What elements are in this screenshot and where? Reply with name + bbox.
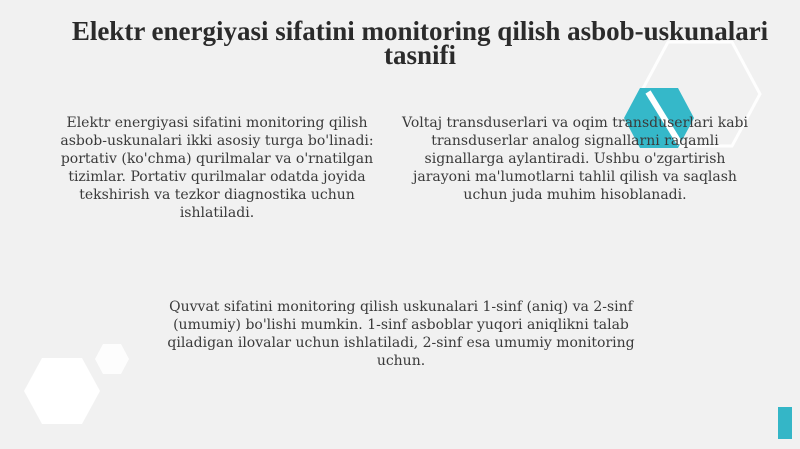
teal-accent-tab xyxy=(778,407,792,439)
slide-title: Elektr energiyasi sifatini monitoring qilish asbob-uskunalari tasnifi xyxy=(71,16,769,70)
paragraph-left: Elektr energiyasi sifatini monitoring qilish asbob-uskunalari ikki asosiy turga bo'linadi: portativ (ko'chma) qurilmalar va o'rnatilgan tizimlar. Portativ qurilmalar odatda joyida tekshirish va tezkor diagnostika uchun ishlatiladi. xyxy=(60,115,374,221)
white-hexagon-decoration xyxy=(22,356,102,426)
paragraph-right: Voltaj transduserlari va oqim transduserlari kabi transduserlar analog signallarni raqamli signallarga aylantiradi. Ushbu o'zgartirish jarayoni ma'lumotlarni tahlil qilish va saqlash uchun juda muhim hisoblanadi. xyxy=(402,115,748,203)
paragraph-bottom: Quvvat sifatini monitoring qilish uskunalari 1-sinf (aniq) va 2-sinf (umumiy) bo'lishi mumkin. 1-sinf asboblar yuqori aniqlikni talab qiladigan ilovalar uchun ishlatiladi, 2-sinf esa umumiy monitoring uchun. xyxy=(167,299,635,369)
white-small-hexagon-decoration xyxy=(94,343,130,375)
